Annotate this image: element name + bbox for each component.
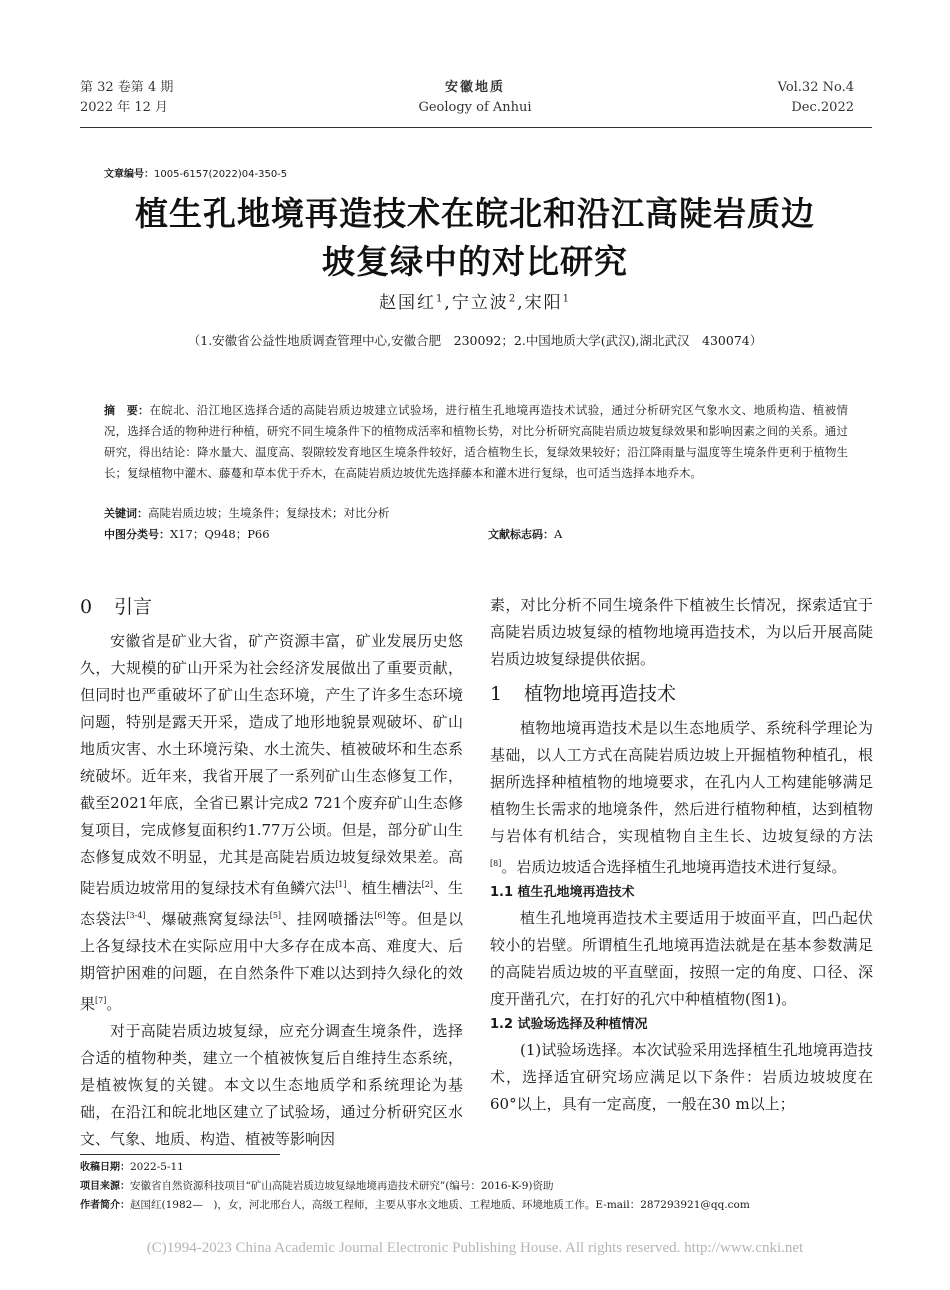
- abstract-label: 摘 要：: [104, 404, 150, 417]
- volume-en: Vol.32 No.4: [777, 80, 854, 95]
- title-line-1: 植生孔地境再造技术在皖北和沿江高陡岩质边: [135, 194, 815, 233]
- citation: [3-4]: [126, 911, 146, 920]
- date-cn: 2022 年 12 月: [80, 100, 169, 115]
- author-name: 宋阳: [524, 293, 563, 313]
- section-title: 引言: [114, 596, 153, 618]
- citation: [8]: [490, 859, 502, 868]
- body-left-column: [80, 592, 463, 1153]
- doc-code-label: 文献标志码：: [488, 528, 554, 541]
- citation: [1]: [335, 880, 347, 889]
- article-number-label: 文章编号：: [104, 169, 154, 180]
- paragraph-text: 、生态袋法: [80, 879, 463, 928]
- header-right: [778, 78, 854, 118]
- paragraph-text: 安徽省是矿业大省，矿产资源丰富，矿业发展历史悠久，大规模的矿山开采为社会经济发展做出了重要贡献，但同时也严重破坏了矿山生态环境，产生了许多生态环境问题，特别是露天开采，造成了地形地貌景观破坏、矿山地质灾害、水土环境污染、水土流失、植被破坏和生态系统破坏。近年来，我省开展了一系列矿山生态修复工作，截至2021年底，全省已累计完成2 721个废弃矿山生态修复项目，完成修复面积约1.77万公顷。但是，部分矿山生态修复成效不明显，尤其是高陡岩质边坡复绿效果差。高陡岩质边坡常用的复绿技术有鱼鳞穴法: [80, 632, 463, 897]
- body-right-column: [490, 592, 873, 1118]
- footnote-rule: [80, 1154, 280, 1155]
- title-line-2: 坡复绿中的对比研究: [322, 242, 628, 281]
- volume-cn: 第 32 卷第 4 期: [80, 80, 174, 95]
- journal-name-en: Geology of Anhui: [418, 100, 532, 115]
- author-name: 宁立波: [451, 293, 509, 313]
- paragraph-text: 、挂网喷播法: [281, 910, 375, 928]
- citation: [5]: [269, 911, 282, 920]
- section-number: 0: [80, 596, 93, 618]
- author-list: 赵国红$^1$,宁立波$^2$,宋阳$^1$: [379, 293, 571, 313]
- received-date: 2022-5-11: [130, 1161, 184, 1173]
- paragraph: [80, 628, 463, 1018]
- author-affil-mark: 1: [436, 293, 445, 305]
- footnote-author: [80, 1196, 880, 1215]
- page-title: [0, 190, 950, 286]
- abstract-text: 在皖北、沿江地区选择合适的高陡岩质边坡建立试验场，进行植生孔地境再造技术试验，通过分析研究区气象水文、地质构造、植被情况，选择合适的物种进行种植，研究不同生境条件下的植物成活率和植物长势，对比分析研究高陡岩质边坡复绿效果和影响因素之间的关系。通过研究，得出结论：降水量大、温度高、裂隙较发育地区生境条件较好，适合植物生长，复绿效果较好；沿江降雨量与温度等生境条件更利于植物生长；复绿植物中灌木、藤蔓和草本优于乔木，在高陡岩质边坡优先选择藤本和灌木进行复绿，也可适当选择本地乔木。: [104, 403, 848, 480]
- paragraph-text: 。岩质边坡适合选择植生孔地境再造技术进行复绿。: [501, 858, 847, 876]
- paragraph-text: 植物地境再造技术是以生态地质学、系统科学理论为基础，以人工方式在高陡岩质边坡上开掘植物种植孔，根据所选择种植植物的地境要求，在孔内人工构建能够满足植物生长需求的地境条件，然后进行植物种植，达到植物与岩体有机结合，实现植物自主生长、边坡复绿的方法: [490, 719, 873, 845]
- paragraph: 植生孔地境再造技术主要适用于坡面平直，凹凸起伏较小的岩壁。所谓植生孔地境再造法就是在基本参数满足的高陡岩质边坡的平直壁面，按照一定的角度、口径、深度开凿孔穴，在打好的孔穴中种植植物(图1)。: [490, 909, 873, 1008]
- author-affil-mark: 2: [508, 293, 518, 305]
- header-rule: [80, 127, 872, 128]
- citation: [6]: [374, 911, 386, 920]
- paragraph: 素，对比分析不同生境条件下植被生长情况，探索适宜于高陡岩质边坡复绿的植物地境再造技术，为以后开展高陡岩质边坡复绿提供依据。: [490, 596, 873, 668]
- paragraph-text: 。: [106, 995, 122, 1013]
- section-title: 植物地境再造技术: [524, 683, 677, 705]
- document-code: [488, 524, 788, 545]
- subsection-1-1-heading: 1.1 植生孔地境再造技术: [490, 885, 635, 900]
- author-bio-label: 作者简介：: [80, 1200, 130, 1211]
- fund-label: 项目来源：: [80, 1181, 130, 1192]
- footnote-received: [80, 1158, 880, 1177]
- affiliations: （1.安徽省公益性地质调查管理中心,安徽合肥 230092；2.中国地质大学(武汉),湖北武汉 430074）: [187, 333, 763, 348]
- copyright-notice: (C)1994-2023 China Academic Journal Electronic Publishing House. All rights reserved. http://www.cnki.net: [146, 1240, 804, 1256]
- citation: [7]: [95, 996, 107, 1005]
- author-affil-mark: 1: [562, 293, 571, 305]
- fund-text: 安徽省自然资源科技项目“矿山高陡岩质边坡复绿地境再造技术研究”(编号：2016-K-9)资助: [130, 1180, 554, 1192]
- article-number: [104, 165, 287, 180]
- paragraph-text: 、植生槽法: [346, 879, 422, 897]
- keywords: [104, 503, 848, 524]
- date-en: Dec.2022: [791, 100, 854, 115]
- author-bio-text: 赵国红(1982— )，女，河北邢台人，高级工程师，主要从事水文地质、工程地质、环境地质工作。E-mail：287293921@qq.com: [130, 1199, 750, 1211]
- author-name: 赵国红: [379, 293, 437, 313]
- keywords-text: 高陡岩质边坡；生境条件；复绿技术；对比分析: [148, 506, 390, 520]
- section-0-heading: [80, 592, 463, 622]
- paragraph-text: 等。但是以上各复绿技术在实际应用中大多存在成本高、难度大、后期管护困难的问题，在自然条件下难以达到持久绿化的效果: [80, 910, 463, 1013]
- section-number: 1: [490, 683, 503, 705]
- subsection-1-2-heading: 1.2 试验场选择及种植情况: [490, 1017, 648, 1032]
- paragraph: (1)试验场选择。本次试验采用选择植生孔地境再造技术，选择适宜研究场应满足以下条件：岩质边坡坡度在60°以上，具有一定高度，一般在30 m以上；: [490, 1041, 873, 1113]
- footnote-fund: [80, 1177, 880, 1196]
- citation: [2]: [421, 880, 433, 889]
- received-label: 收稿日期：: [80, 1162, 130, 1173]
- clc-value: X17；Q948；P66: [170, 527, 270, 541]
- clc-label: 中图分类号：: [104, 528, 170, 541]
- journal-name-cn: 安徽地质: [444, 80, 505, 95]
- doc-code-value: A: [554, 527, 563, 541]
- abstract: [104, 400, 848, 484]
- paragraph-text: 、爆破燕窝复绿法: [145, 910, 270, 928]
- keywords-label: 关键词：: [104, 507, 148, 520]
- footnotes: [80, 1158, 880, 1215]
- paragraph: 对于高陡岩质边坡复绿，应充分调查生境条件，选择合适的植物种类，建立一个植被恢复后自维持生态系统，是植被恢复的关键。本文以生态地质学和系统理论为基础，在沿江和皖北地区建立了试验场，通过分析研究区水文、气象、地质、构造、植被等影响因: [80, 1022, 463, 1148]
- paragraph: [490, 715, 873, 881]
- article-number-value: 1005-6157(2022)04-350-5: [154, 169, 288, 180]
- section-1-heading: [490, 679, 873, 709]
